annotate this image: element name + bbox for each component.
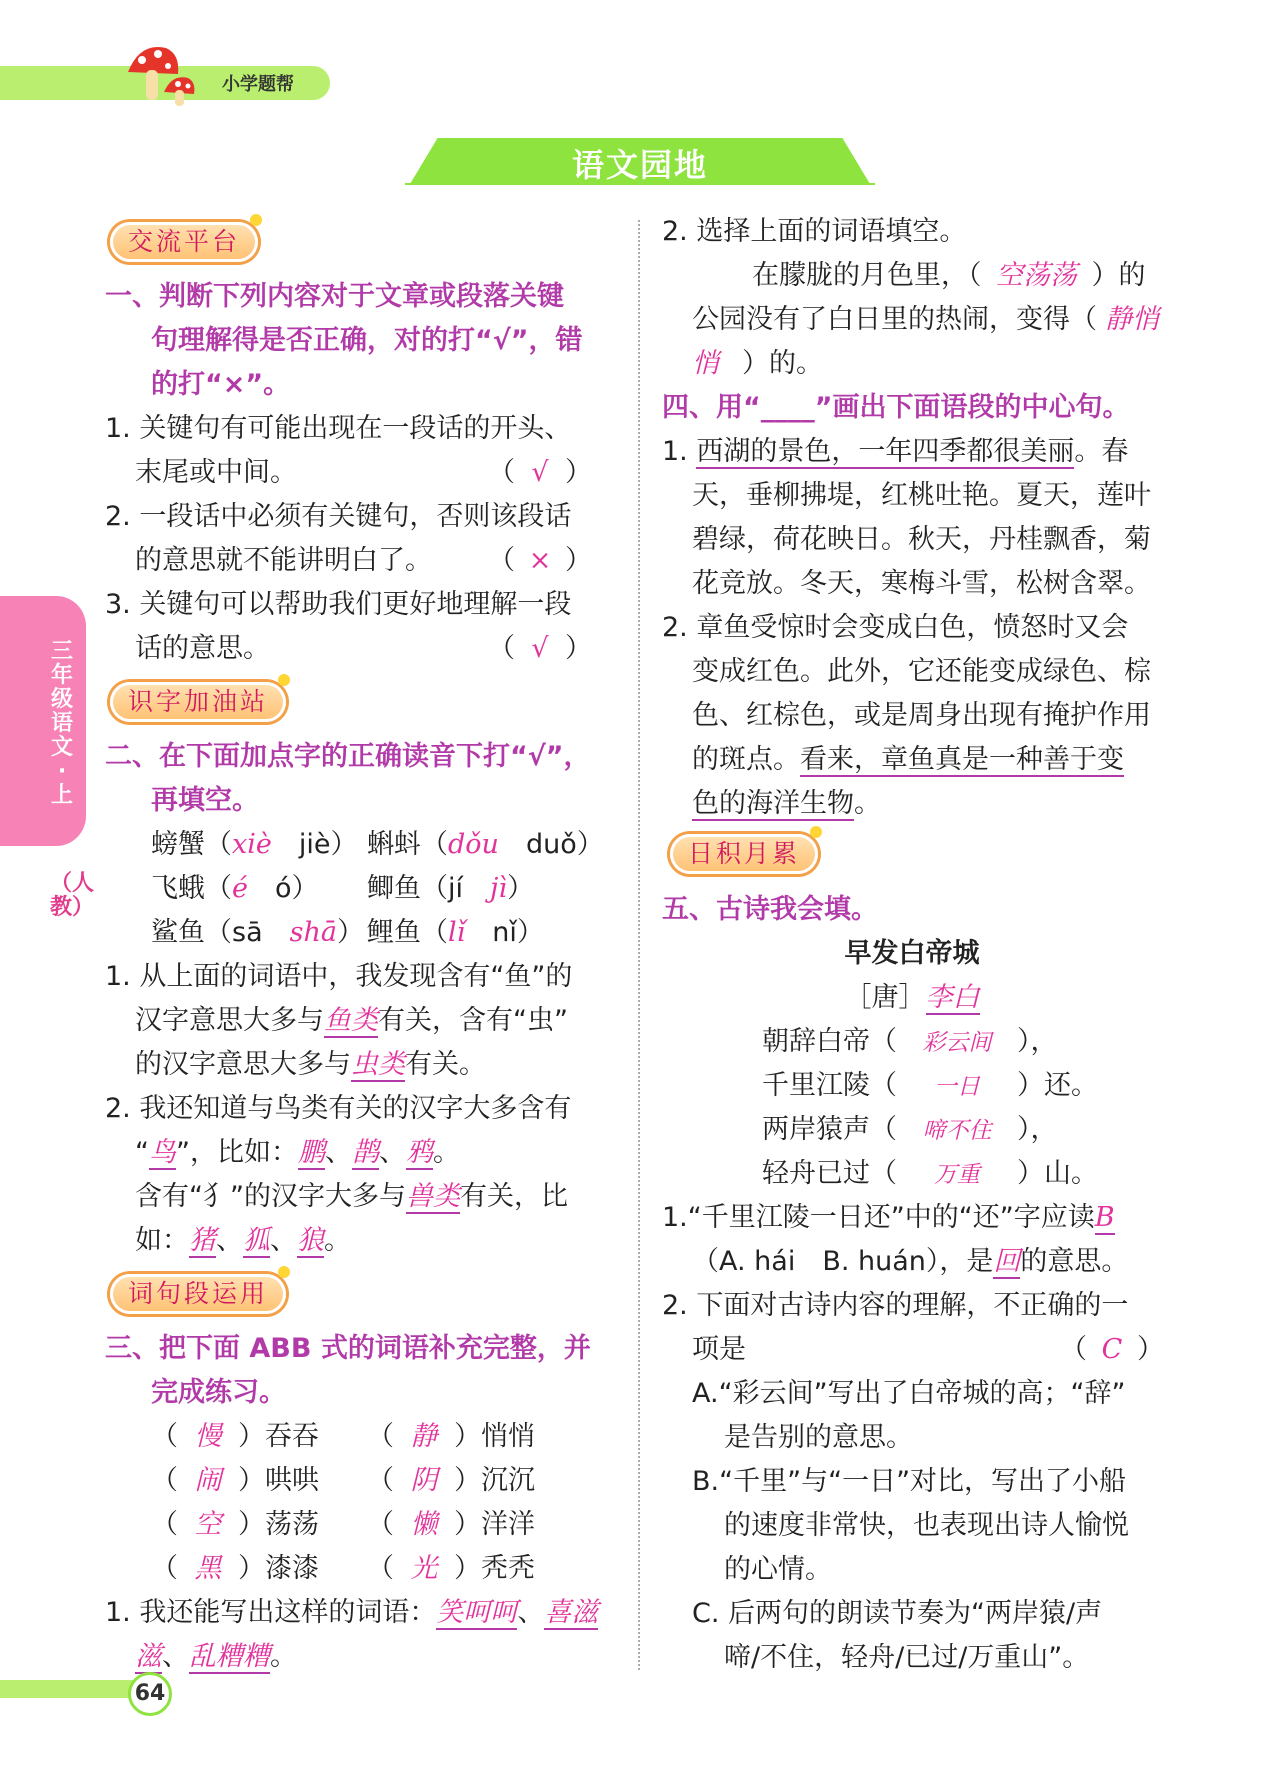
option-b-line3: 的心情。	[724, 1554, 832, 1585]
page-number: 64	[128, 1672, 172, 1716]
q2-2-line2: “鸟”，比如：鹏、鹊、鸦。	[135, 1137, 460, 1168]
q4-2-line1: 2. 章鱼受惊时会变成白色，愤怒时又会	[662, 612, 1129, 643]
page-title-banner	[410, 138, 870, 184]
q1-item2-answer: （ × ）	[488, 545, 592, 576]
q2-title-line2: 再填空。	[151, 785, 259, 816]
pinyin-item: 鲨鱼（sā shā）	[151, 917, 364, 948]
abb-item: （ 静 ）悄悄	[367, 1421, 535, 1452]
poem-line: 千里江陵（ 一日 ）还。	[762, 1070, 1098, 1101]
abb-item: （ 闹 ）哄哄	[151, 1465, 319, 1496]
q4-2-line3: 色、红棕色，或是周身出现有掩护作用	[692, 700, 1151, 731]
abb-item: （ 光 ）秃秃	[367, 1553, 535, 1584]
q1-item1-answer: （ √ ）	[488, 457, 592, 488]
section-badge-literacy: 识字加油站	[110, 682, 286, 722]
side-tab-label: 三年级语文·上	[50, 639, 73, 808]
q3-2-line3: 公园没有了白日里的热闹，变得（ 静悄	[692, 304, 1159, 335]
q3-1-line1: 1. 我还能写出这样的词语：笑呵呵、喜滋	[105, 1597, 599, 1628]
poem-line: 轻舟已过（ 万重 ）山。	[762, 1158, 1098, 1189]
section-badge-accumulate: 日积月累	[670, 834, 818, 874]
q1-item3-line1: 3. 关键句可以帮助我们更好地理解一段	[105, 589, 572, 620]
column-divider	[638, 220, 640, 1670]
section-badge-exchange: 交流平台	[110, 222, 258, 262]
brand-label: 小学题帮	[222, 74, 294, 95]
q1-item3-line2: 话的意思。	[135, 633, 270, 664]
q3-title-line2: 完成练习。	[151, 1377, 286, 1408]
poem-title: 早发白帝城	[844, 938, 980, 969]
q5-1-line1: 1.“千里江陵一日还”中的“还”字应读B	[662, 1202, 1115, 1233]
q1-title-line1: 一、判断下列内容对于文章或段落关键	[105, 281, 564, 312]
abb-item: （ 慢 ）吞吞	[151, 1421, 319, 1452]
q3-2-line4: 悄 ）的。	[692, 348, 823, 379]
q1-title-line2: 句理解得是否正确，对的打“√”，错	[151, 325, 583, 356]
footer-band	[0, 1680, 145, 1698]
q3-2-line1: 2. 选择上面的词语填空。	[662, 216, 967, 247]
option-b-line1: B.“千里”与“一日”对比，写出了小船	[692, 1466, 1127, 1497]
pinyin-item: 螃蟹（xiè jiè）	[151, 829, 358, 860]
poem-author: ［唐］李白	[844, 982, 980, 1013]
q1-item2-line1: 2. 一段话中必须有关键句，否则该段话	[105, 501, 572, 532]
option-c-line1: C. 后两句的朗读节奏为“两岸猿/声	[692, 1598, 1103, 1629]
q1-item3-answer: （ √ ）	[488, 633, 592, 664]
page-title: 语文园地	[571, 146, 708, 184]
pinyin-item: 飞蛾（é ó）	[151, 873, 319, 904]
q1-title-line3: 的打“×”。	[151, 369, 291, 400]
pinyin-item: 蝌蚪（dǒu duǒ）	[367, 829, 604, 860]
mushroom-icon	[120, 40, 220, 106]
q4-2-line4: 的斑点。看来，章鱼真是一种善于变	[692, 744, 1124, 775]
poem-line: 两岸猿声（ 啼不住 ），	[762, 1114, 1058, 1145]
abb-item: （ 懒 ）洋洋	[367, 1509, 535, 1540]
q4-2-line5: 色的海洋生物。	[692, 788, 881, 819]
q2-1-line2: 汉字意思大多与鱼类有关，含有“虫”	[135, 1005, 568, 1036]
abb-item: （ 阴 ）沉沉	[367, 1465, 535, 1496]
q2-1-line1: 1. 从上面的词语中，我发现含有“鱼”的	[105, 961, 573, 992]
q2-2-line1: 2. 我还知道与鸟类有关的汉字大多含有	[105, 1093, 572, 1124]
q2-2-line4: 如：猪、狐、狼。	[135, 1225, 351, 1256]
q5-2-answer: （ C ）	[1060, 1334, 1164, 1365]
q5-2-line1: 2. 下面对古诗内容的理解，不正确的一	[662, 1290, 1129, 1321]
abb-item: （ 黑 ）漆漆	[151, 1553, 319, 1584]
q4-1-line2: 天，垂柳拂堤，红桃吐艳。夏天，莲叶	[692, 480, 1151, 511]
side-tab-edition: （人教）	[50, 871, 95, 920]
option-a-line1: A.“彩云间”写出了白帝城的高；“辞”	[692, 1378, 1126, 1409]
pinyin-item: 鲫鱼（jí jì）	[367, 873, 535, 904]
option-a-line2: 是告别的意思。	[724, 1422, 913, 1453]
q3-2-line2: 在朦胧的月色里，（ 空荡荡 ）的	[752, 260, 1146, 291]
q5-title: 五、古诗我会填。	[662, 894, 878, 925]
q3-title-line1: 三、把下面 ABB 式的词语补充完整，并	[105, 1333, 591, 1364]
q1-item1-line1: 1. 关键句有可能出现在一段话的开头、	[105, 413, 572, 444]
poem-line: 朝辞白帝（ 彩云间 ），	[762, 1026, 1058, 1057]
q4-1-line4: 花竞放。冬天，寒梅斗雪，松树含翠。	[692, 568, 1151, 599]
q2-2-line3: 含有“犭”的汉字大多与兽类有关，比	[135, 1181, 568, 1212]
option-c-line2: 啼/不住，轻舟/已过/万重山”。	[724, 1642, 1090, 1673]
q2-title-line1: 二、在下面加点字的正确读音下打“√”，	[105, 741, 591, 772]
q4-1-line3: 碧绿，荷花映日。秋天，丹桂飘香，菊	[692, 524, 1151, 555]
section-badge-usage: 词句段运用	[110, 1274, 286, 1314]
q1-item2-line2: 的意思就不能讲明白了。	[135, 545, 432, 576]
q4-2-line2: 变成红色。此外，它还能变成绿色、棕	[692, 656, 1151, 687]
q3-1-line2: 滋、乱糟糟。	[135, 1641, 297, 1672]
q5-2-line2: 项是	[692, 1334, 746, 1365]
q2-1-line3: 的汉字意思大多与虫类有关。	[135, 1049, 486, 1080]
abb-item: （ 空 ）荡荡	[151, 1509, 319, 1540]
option-b-line2: 的速度非常快，也表现出诗人愉悦	[724, 1510, 1129, 1541]
q4-1-line1: 1. 西湖的景色，一年四季都很美丽。春	[662, 436, 1129, 467]
pinyin-item: 鲤鱼（lǐ nǐ）	[367, 917, 544, 948]
q4-title: 四、用“____”画出下面语段的中心句。	[662, 392, 1130, 423]
q5-1-line2: （A. hái B. huán），是回的意思。	[692, 1246, 1129, 1277]
q1-item1-line2: 末尾或中间。	[135, 457, 297, 488]
